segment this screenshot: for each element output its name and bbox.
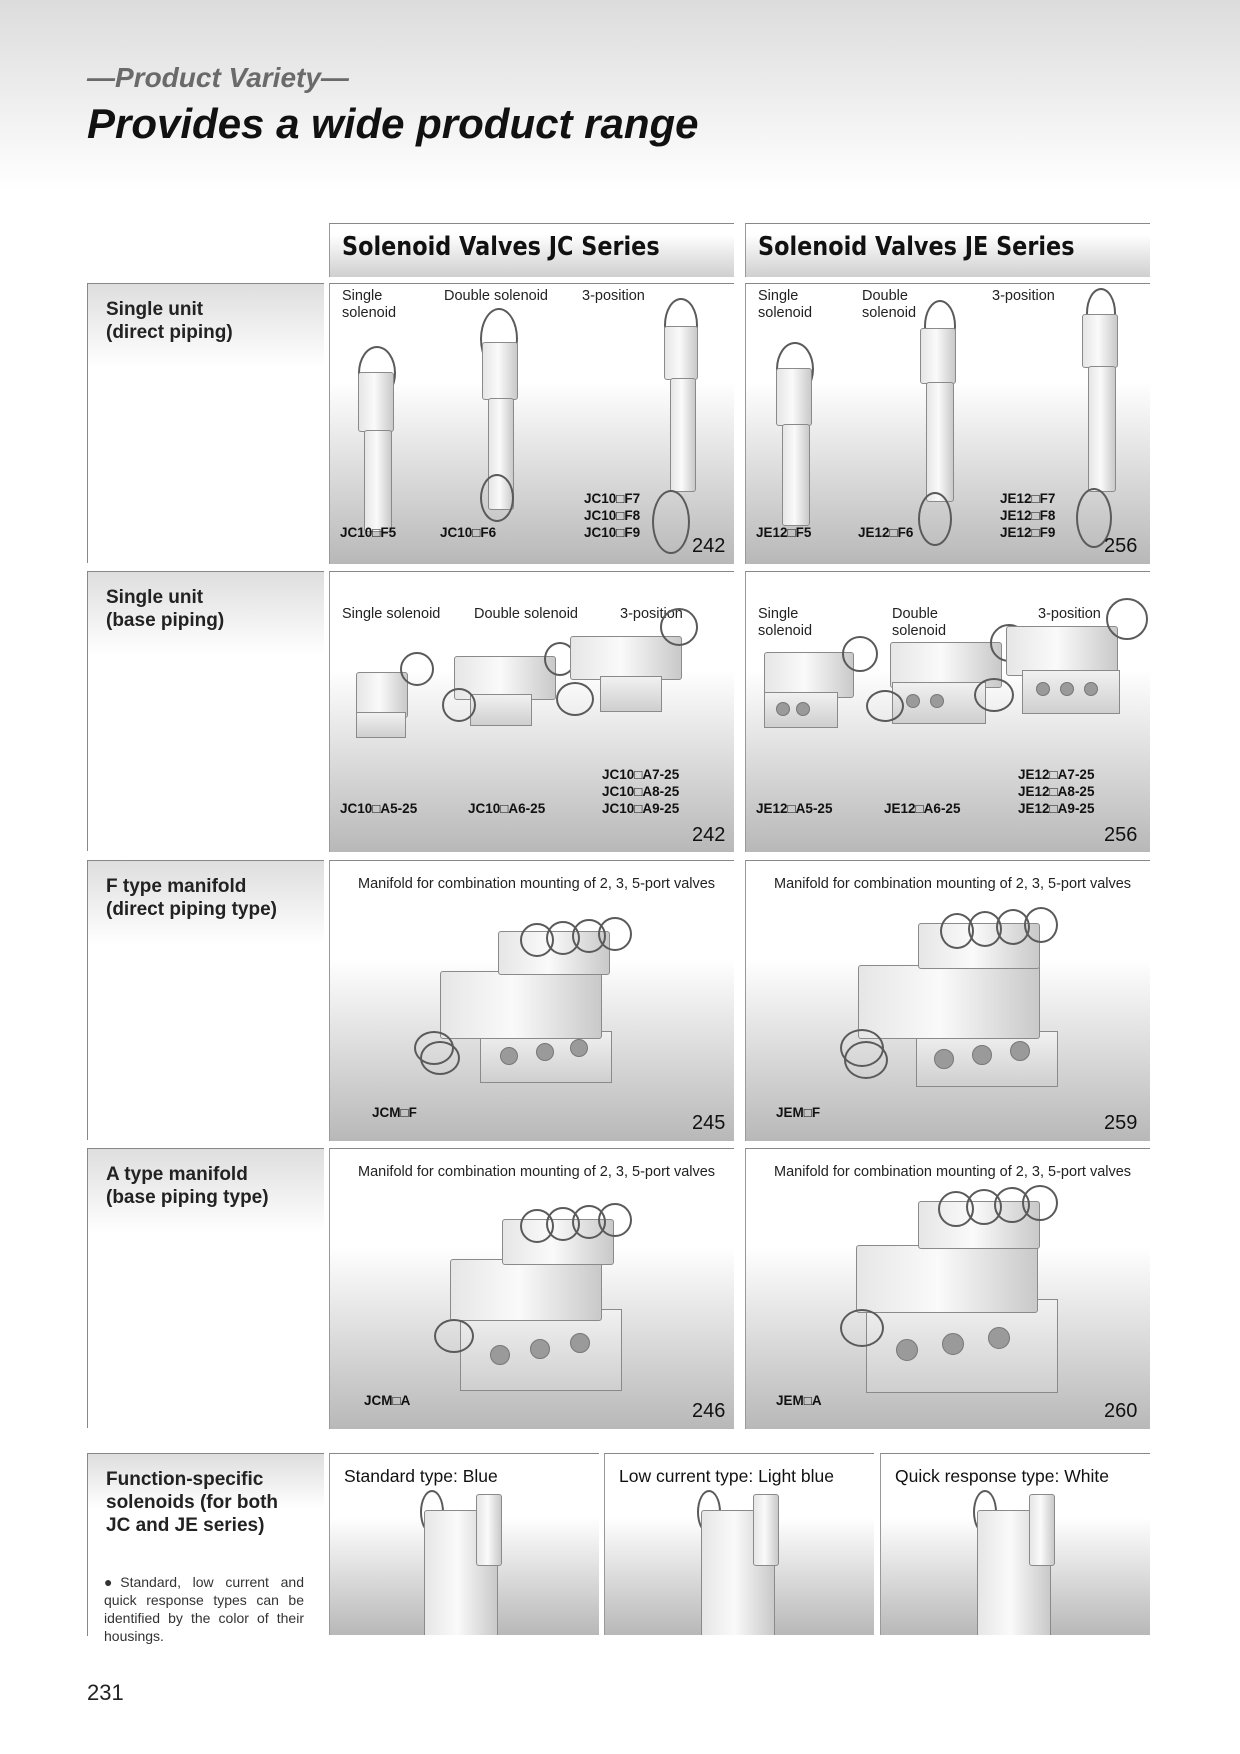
cell-jc-a-manifold bbox=[329, 1148, 734, 1429]
model-code: JE12□F5 bbox=[756, 525, 812, 540]
cell-low-current-type bbox=[604, 1453, 874, 1635]
model-code: JC10□F5 bbox=[340, 525, 397, 540]
manifold-caption: Manifold for combination mounting of 2, 3, 5-port valves bbox=[774, 876, 1132, 892]
solenoid-type-caption: Quick response type: White bbox=[895, 1466, 1109, 1486]
model-code: JE12□F7 JE12□F8 JE12□F9 bbox=[1000, 491, 1056, 540]
caption-double-solenoid: Double solenoid bbox=[862, 288, 917, 321]
cell-jc-f-manifold bbox=[329, 860, 734, 1141]
caption-double-solenoid: Double solenoid bbox=[892, 606, 947, 639]
model-code: JE12□A5-25 bbox=[756, 801, 833, 816]
caption-3-position: 3-position bbox=[1038, 606, 1101, 622]
caption-single-solenoid: Single solenoid bbox=[758, 288, 813, 321]
section-kicker: —Product Variety— bbox=[87, 62, 349, 93]
caption-double-solenoid: Double solenoid bbox=[474, 606, 578, 622]
caption-single-solenoid: Single solenoid bbox=[342, 288, 397, 321]
caption-3-position: 3-position bbox=[582, 288, 645, 304]
row-label-4 bbox=[87, 1148, 324, 1428]
housing-color-note: ●Standard, low current and quick response types can be identified by the color of their housings. bbox=[104, 1574, 304, 1644]
row-label-2 bbox=[87, 571, 324, 851]
cell-quick-response-type bbox=[880, 1453, 1150, 1635]
model-code: JCM□A bbox=[364, 1393, 411, 1408]
row-label-text: Single unit (direct piping) bbox=[106, 299, 233, 343]
column-header-jc bbox=[329, 223, 734, 277]
caption-single-solenoid: Single solenoid bbox=[758, 606, 813, 639]
solenoid-type-caption: Low current type: Light blue bbox=[619, 1466, 834, 1486]
row-label-text: Function-specific solenoids (for both JC and JE series) bbox=[106, 1469, 279, 1536]
header-band bbox=[0, 0, 1240, 190]
cell-jc-single-base bbox=[329, 571, 734, 852]
reference-page: 242 bbox=[692, 535, 726, 557]
cell-je-single-base bbox=[745, 571, 1150, 852]
reference-page: 256 bbox=[1104, 535, 1138, 557]
reference-page: 246 bbox=[692, 1400, 726, 1422]
caption-3-position: 3-position bbox=[992, 288, 1055, 304]
model-code: JC10□F6 bbox=[440, 525, 497, 540]
caption-3-position: 3-position bbox=[620, 606, 683, 622]
cell-je-a-manifold bbox=[745, 1148, 1150, 1429]
page-title: Provides a wide product range bbox=[87, 100, 699, 147]
column-header-jc-text: Solenoid Valves JC Series bbox=[342, 232, 660, 262]
row-label-text: F type manifold (direct piping type) bbox=[106, 876, 277, 920]
cell-standard-type bbox=[329, 1453, 599, 1635]
manifold-caption: Manifold for combination mounting of 2, 3, 5-port valves bbox=[774, 1164, 1132, 1180]
caption-double-solenoid: Double solenoid bbox=[444, 288, 548, 304]
row-label-text: Single unit (base piping) bbox=[106, 587, 225, 631]
model-code: JC10□A5-25 bbox=[340, 801, 418, 816]
model-code: JC10□A6-25 bbox=[468, 801, 546, 816]
row-label-1 bbox=[87, 283, 324, 563]
cell-je-f-manifold bbox=[745, 860, 1150, 1141]
model-code: JCM□F bbox=[372, 1105, 417, 1120]
model-code: JE12□A6-25 bbox=[884, 801, 961, 816]
reference-page: 242 bbox=[692, 824, 726, 846]
model-code: JC10□A7-25 JC10□A8-25 JC10□A9-25 bbox=[602, 767, 680, 816]
cell-je-single-direct bbox=[745, 283, 1150, 564]
reference-page: 259 bbox=[1104, 1112, 1138, 1134]
manifold-caption: Manifold for combination mounting of 2, 3, 5-port valves bbox=[358, 1164, 716, 1180]
manifold-caption: Manifold for combination mounting of 2, 3, 5-port valves bbox=[358, 876, 716, 892]
model-code: JC10□F7 JC10□F8 JC10□F9 bbox=[584, 491, 641, 540]
column-header-je-text: Solenoid Valves JE Series bbox=[758, 232, 1075, 262]
model-code: JEM□F bbox=[776, 1105, 821, 1120]
reference-page: 260 bbox=[1104, 1400, 1138, 1422]
row-label-3 bbox=[87, 860, 324, 1140]
reference-page: 245 bbox=[692, 1112, 726, 1134]
model-code: JE12□A7-25 JE12□A8-25 JE12□A9-25 bbox=[1018, 767, 1095, 816]
model-code: JEM□A bbox=[776, 1393, 822, 1408]
cell-jc-single-direct bbox=[329, 283, 734, 564]
page-number: 231 bbox=[87, 1680, 124, 1705]
solenoid-type-caption: Standard type: Blue bbox=[344, 1466, 498, 1486]
reference-page: 256 bbox=[1104, 824, 1138, 846]
row-label-text: A type manifold (base piping type) bbox=[106, 1164, 269, 1208]
model-code: JE12□F6 bbox=[858, 525, 914, 540]
column-header-je bbox=[745, 223, 1150, 277]
caption-single-solenoid: Single solenoid bbox=[342, 606, 441, 622]
